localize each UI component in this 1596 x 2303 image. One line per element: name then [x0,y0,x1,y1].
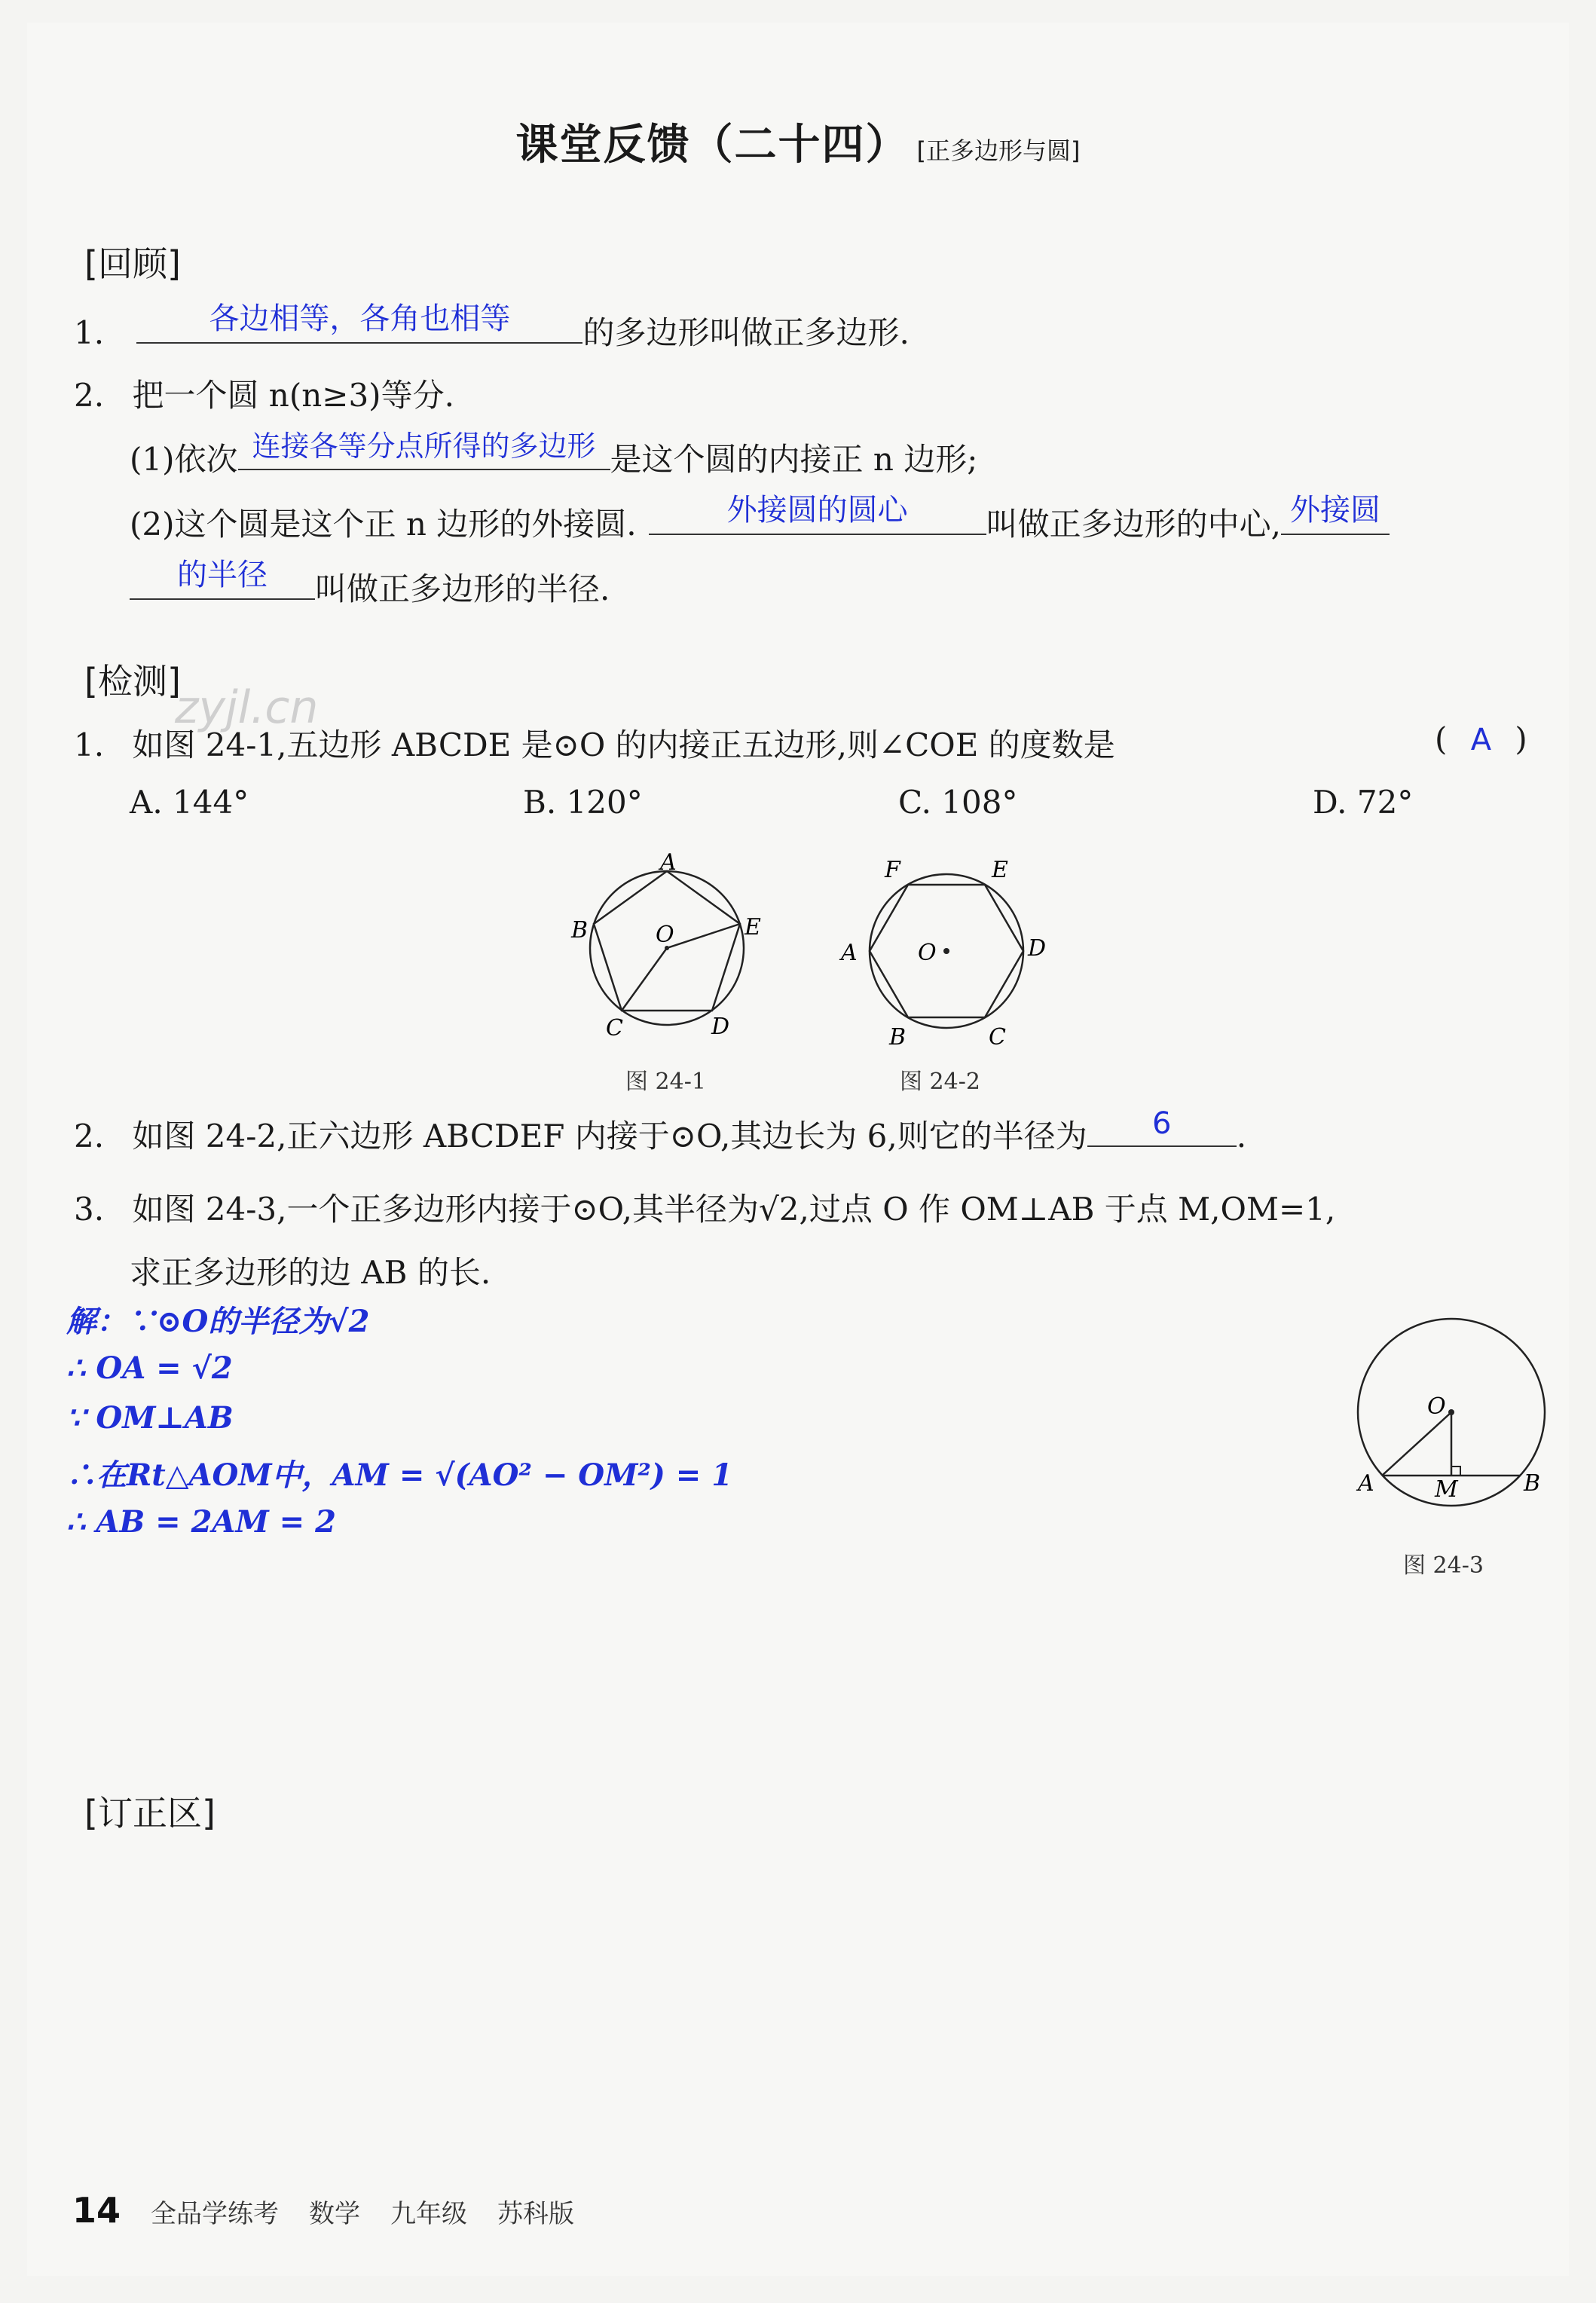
test-q1-option-c: C. 108° [898,784,1018,821]
review-q2b-suffix: 叫做正多边形的半径. [315,570,610,607]
figure-24-2 [833,852,1067,1055]
review-q1 [74,301,910,353]
fig2-center-dot [943,948,949,954]
figure-24-2-caption: 图 24-2 [900,1069,980,1095]
figure-24-1 [558,843,784,1054]
review-q2a-blank [238,430,610,470]
test-q2-blank [1087,1106,1237,1147]
review-q2-number: 2. [74,377,105,414]
correction-heading: [订正区] [84,1793,216,1834]
test-q2-end: . [1236,1118,1247,1155]
fig1-label-d: D [711,1014,730,1040]
test-q1-option-b: B. 120° [523,784,643,821]
review-q1-number: 1. [74,314,105,351]
solution-line-3: ∵ OM⊥AB [66,1400,234,1436]
solution-line-5: ∴ AB = 2AM = 2 [66,1504,336,1540]
review-q2b-blank3 [130,558,315,600]
fig1-radius-oe [667,924,740,948]
fig3-label-o: O [1427,1393,1446,1420]
review-q2 [74,371,454,416]
review-q1-blank [136,301,582,344]
test-q1-option-d: D. 72° [1313,784,1414,821]
test-q1-paren-open: ( [1435,720,1448,757]
footer-subject: 数学 [309,2199,361,2229]
solution-line-4: ∴在Rt△AOM中，AM = √(AO² − OM²) = 1 [66,1457,733,1493]
test-q1-answer: A [1470,723,1492,757]
test-q3 [74,1185,1335,1230]
fig1-label-b: B [571,917,589,944]
review-q2a-suffix: 是这个圆的内接正 n 边形; [610,441,978,478]
review-q2a [130,430,978,480]
fig3-label-a: A [1358,1470,1374,1497]
test-q1-paren [1435,720,1527,757]
fig1-label-o: O [656,922,674,948]
fig3-label-b: B [1524,1470,1541,1497]
test-heading: [检测] [84,661,181,702]
fig2-label-c: C [989,1024,1006,1051]
footer-book: 全品学练考 [151,2199,280,2229]
test-q3-line1: 如图 24-3,一个正多边形内接于⊙O,其半径为√2,过点 O 作 OM⊥AB 于点 M,OM=1, [132,1191,1336,1228]
test-q1 [74,720,1115,766]
review-q2b-answer2b: 的半径 [177,558,268,592]
review-q2a-prefix: (1)依次 [130,441,238,478]
fig1-label-e: E [744,914,761,940]
review-q2b-prefix: (2)这个圆是这个正 n 边形的外接圆. [130,506,637,543]
test-q2-text: 如图 24-2,正六边形 ABCDEF 内接于⊙O,其边长为 6,则它的半径为 [132,1118,1087,1155]
test-q2-number: 2. [74,1118,105,1155]
fig2-label-a: A [841,940,858,966]
review-heading: [回顾] [84,243,181,284]
review-q2a-answer: 连接各等分点所得的多边形 [252,430,596,463]
fig3-label-m: M [1435,1476,1458,1503]
review-q2b-blank1 [649,493,986,535]
footer [72,2190,574,2231]
title-main: 课堂反馈（二十四） [515,121,910,170]
fig2-label-d: D [1028,935,1047,962]
figure-24-3 [1341,1311,1567,1515]
review-q2b-blank2 [1281,493,1390,535]
fig3-segment-oa [1382,1412,1451,1476]
test-q1-text: 如图 24-1,五边形 ABCDE 是⊙O 的内接正五边形,则∠COE 的度数是 [132,726,1115,763]
test-q2-answer: 6 [1152,1106,1172,1141]
test-q3-number: 3. [74,1191,105,1228]
page-number: 14 [72,2190,121,2231]
footer-edition: 苏科版 [497,2199,575,2229]
review-q2b-mid: 叫做正多边形的中心, [986,506,1281,543]
fig1-label-a: A [660,849,677,876]
fig3-center-dot [1448,1409,1454,1415]
review-q2b-answer2a: 外接圆 [1289,493,1380,528]
test-q2 [74,1106,1247,1157]
solution-line-2: ∴ OA = √2 [66,1350,233,1386]
fig1-label-c: C [606,1015,623,1041]
review-q2b-cont [130,558,610,610]
review-q2-text: 把一个圆 n(n≥3)等分. [132,377,454,414]
fig2-label-b: B [889,1024,907,1051]
review-q1-answer: 各边相等，各角也相等 [209,301,511,336]
fig3-right-angle [1451,1467,1460,1476]
review-q1-text: 的多边形叫做正多边形. [582,314,910,351]
figure-24-1-caption: 图 24-1 [625,1069,706,1095]
test-q1-number: 1. [74,726,105,763]
test-q1-paren-close: ) [1515,720,1527,757]
solution-line-1: 解：∵⊙O的半径为√2 [66,1304,370,1339]
fig1-radius-oc [622,948,667,1011]
test-q3-line2: 求正多边形的边 AB 的长. [130,1254,491,1291]
review-q2b [130,493,1390,545]
test-q1-option-a: A. 144° [130,784,249,821]
review-q2b-answer1: 外接圆的圆心 [726,493,908,528]
fig2-label-e: E [992,857,1008,883]
fig2-label-f: F [885,857,900,883]
title-subtitle: [正多边形与圆] [916,136,1081,165]
page-title [0,112,1596,172]
fig2-label-o: O [918,940,937,966]
footer-grade: 九年级 [390,2199,468,2229]
figure-24-3-caption: 图 24-3 [1403,1552,1484,1579]
watermark: zyjl.cn [175,681,319,734]
